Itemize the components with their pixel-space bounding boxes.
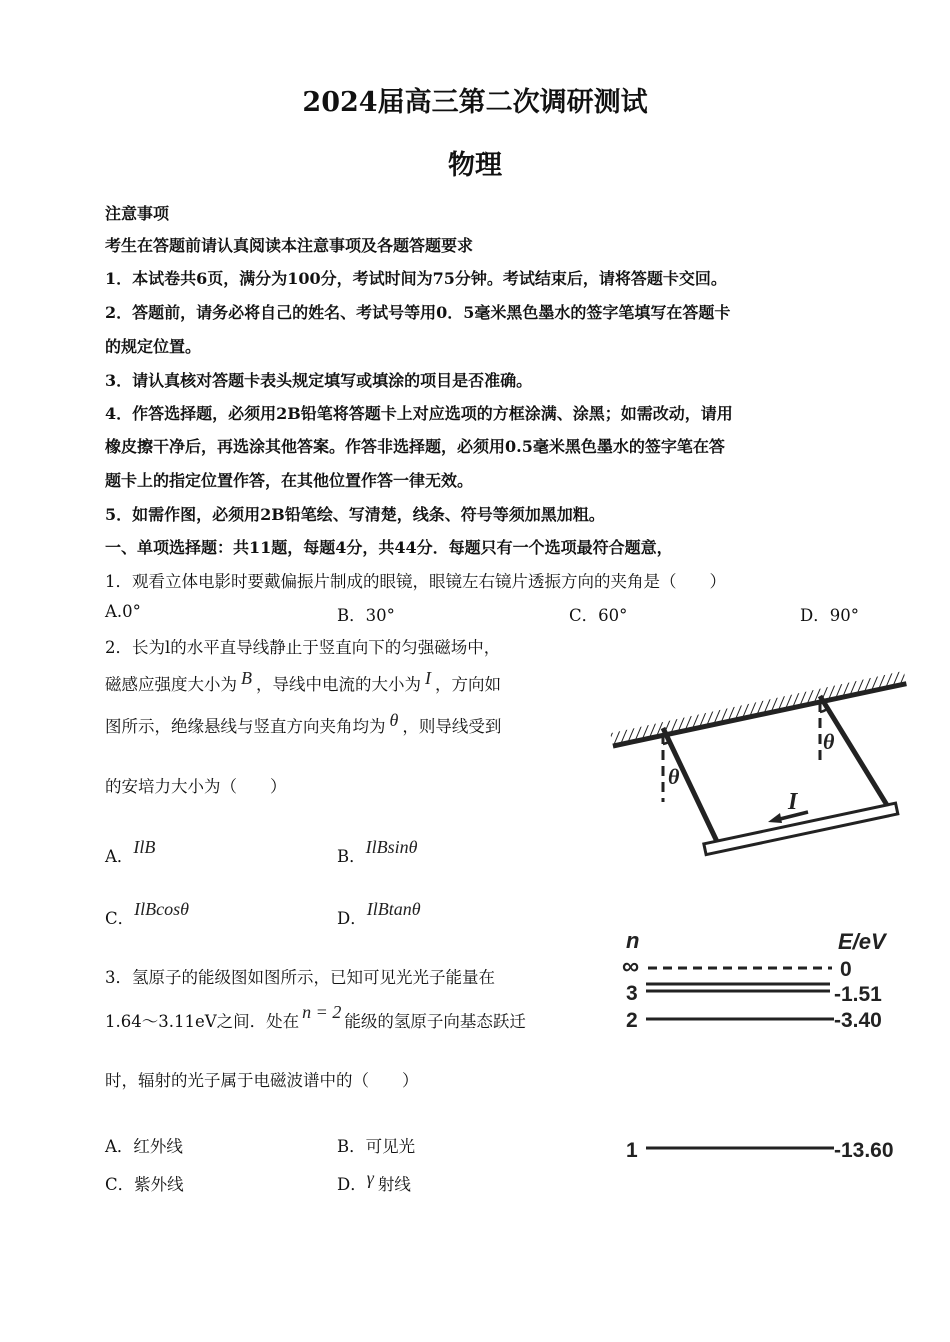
q2-wire-figure: [608, 652, 912, 870]
left-angle-label: θ: [668, 764, 680, 789]
level-n-2: 2: [626, 1009, 638, 1032]
right-angle-label: θ: [823, 729, 835, 754]
q3-option-c: C．紫外线: [105, 1175, 184, 1194]
notice-intro: 考生在答题前请认真阅读本注意事项及各题答题要求: [105, 236, 474, 255]
q3-line-1: 3．氢原子的能级图如图所示，已知可见光光子能量在: [105, 968, 495, 987]
notice-item-4: 4．作答选择题，必须用2B铅笔将答题卡上对应选项的方框涂满、涂黑；如需改动，请用: [105, 404, 733, 423]
left-string: [663, 728, 721, 850]
notice-item-2-cont: 的规定位置。: [105, 337, 202, 356]
q2-line-3: [105, 710, 502, 737]
q1-stem: 1．观看立体电影时要戴偏振片制成的眼镜，眼镜左右镜片透振方向的夹角是（ ）: [105, 572, 726, 591]
q1-option-b: B．30°: [337, 606, 395, 625]
q2-line-3b: ，则导线受到: [402, 717, 502, 736]
q3-line-2a: 1.64～3.11eV之间．处在: [105, 1012, 300, 1031]
q2-option-d-formula: IlBtanθ: [366, 899, 421, 919]
q3-energy-level-diagram: [612, 925, 914, 1170]
q2-line-2: [105, 668, 501, 695]
section-heading: 一、单项选择题：共11题，每题4分，共44分．每题只有一个选项最符合题意，: [105, 538, 673, 557]
q3-line-2b: 能级的氢原子向基态跃迁: [344, 1012, 526, 1031]
q3-line-3: 时，辐射的光子属于电磁波谱中的（ ）: [105, 1071, 419, 1090]
wire-rod: [704, 803, 898, 855]
level-n-3: 3: [626, 982, 638, 1005]
q2-option-c: C．IlBcosθ: [105, 899, 189, 928]
exam-title: 2024届高三第二次调研测试: [302, 87, 648, 118]
q2-symbol-i: I: [425, 668, 431, 688]
notice-item-2: 2．答题前，请务必将自己的姓名、考试号等用0．5毫米黑色墨水的签字笔填写在答题卡: [105, 303, 731, 322]
q2-line-2a: 磁感应强度大小为: [105, 675, 237, 694]
notice-item-3: 3．请认真核对答题卡表头规定填写或填涂的项目是否准确。: [105, 371, 533, 390]
level-n-1: 1: [626, 1139, 638, 1162]
notice-item-4-cont1: 橡皮擦干净后，再选涂其他答案。作答非选择题，必须用0.5毫米黑色墨水的签字笔在答: [105, 437, 725, 456]
q3-line-2: [105, 1002, 526, 1032]
q1-option-a: A.0°: [105, 602, 141, 621]
q3-option-b: B．可见光: [337, 1137, 416, 1156]
q2-option-d: D．IlBtanθ: [337, 899, 421, 928]
notice-item-1: 1．本试卷共6页，满分为100分，考试时间为75分钟。考试结束后，请将答题卡交回。: [105, 269, 727, 288]
current-arrowhead: [768, 813, 782, 823]
current-label: I: [788, 789, 798, 815]
level-e-inf: 0: [840, 958, 852, 981]
notice-heading: 注意事项: [105, 204, 170, 223]
q2-symbol-theta: θ: [389, 710, 399, 730]
q2-option-b-formula: IlBsinθ: [365, 837, 418, 857]
level-e-2: -3.40: [834, 1009, 882, 1032]
q3-option-d: D．γ 射线: [337, 1168, 411, 1194]
level-e-1: -13.60: [834, 1139, 894, 1162]
q2-line-4: 的安培力大小为（ ）: [105, 777, 287, 796]
notice-item-5: 5．如需作图，必须用2B铅笔绘、写清楚，线条、符号等须加黑加粗。: [105, 505, 605, 524]
notice-item-4-cont2: 题卡上的指定位置作答，在其他位置作答一律无效。: [105, 471, 474, 490]
level-e-3: -1.51: [834, 983, 882, 1006]
subject-title: 物理: [448, 150, 502, 181]
q3-formula-n: n = 2: [302, 1002, 342, 1022]
q2-line-2b: ，导线中电流的大小为: [256, 675, 421, 694]
q2-option-c-formula: IlBcosθ: [134, 899, 189, 919]
q2-option-a: A．IlB: [105, 837, 156, 866]
q2-line-2c: ，方向如: [435, 675, 501, 694]
q3-option-d-symbol: γ: [366, 1168, 374, 1188]
q2-line-3a: 图所示，绝缘悬线与竖直方向夹角均为: [105, 717, 386, 736]
level-n-inf: ∞: [622, 953, 640, 980]
axis-n-label: n: [626, 928, 640, 953]
q2-line-1: 2．长为l的水平直导线静止于竖直向下的匀强磁场中，: [105, 638, 501, 657]
q2-option-b: B．IlBsinθ: [337, 837, 418, 866]
q2-symbol-b: B: [241, 668, 252, 688]
q1-option-c: C．60°: [569, 606, 628, 625]
ceiling: [610, 671, 906, 746]
axis-e-label: E/eV: [838, 929, 886, 954]
q3-option-a: A．红外线: [105, 1137, 183, 1156]
q1-option-d: D．90°: [800, 606, 859, 625]
q2-option-a-formula: IlB: [133, 837, 156, 857]
